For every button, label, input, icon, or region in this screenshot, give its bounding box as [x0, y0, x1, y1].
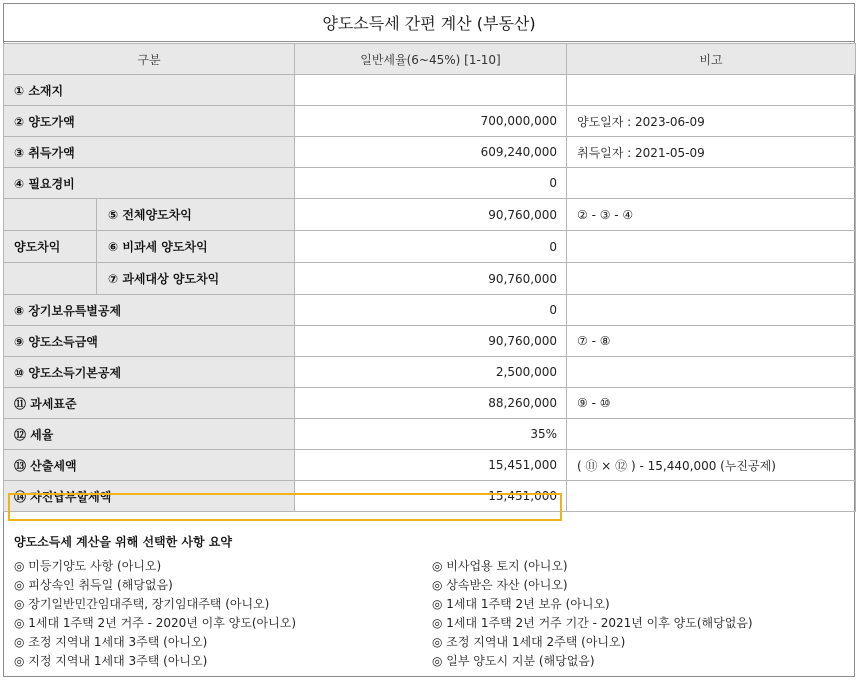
row-note	[567, 168, 856, 199]
row-note: ⑨ - ⑩	[567, 388, 856, 419]
row-note	[567, 357, 856, 388]
row-note	[567, 231, 856, 263]
summary-item: ◎ 피상속인 취득일 (해당없음)	[14, 578, 173, 592]
row-note: ② - ③ - ④	[567, 199, 856, 231]
summary-item: ◎ 비사업용 토지 (아니오)	[432, 559, 568, 573]
gain-group-cell	[4, 263, 295, 295]
table-row	[4, 357, 856, 388]
row-label: ② 양도가액	[4, 106, 295, 137]
row-note	[567, 481, 856, 512]
selection-summary	[14, 533, 854, 671]
page-title: 양도소득세 간편 계산 (부동산)	[4, 4, 854, 42]
summary-title: 양도소득세 계산을 위해 선택한 사항 요약	[14, 535, 232, 549]
table-row	[4, 326, 856, 357]
gain-group-label: 양도차익	[14, 240, 61, 254]
summary-item: ◎ 미등기양도 사항 (아니오)	[14, 559, 162, 573]
summary-item: ◎ 일부 양도시 지분 (해당없음)	[432, 654, 595, 668]
row-value: 15,451,000	[295, 481, 567, 512]
table-row	[4, 106, 856, 137]
summary-item: ◎ 1세대 1주택 2년 보유 (아니오)	[432, 597, 610, 611]
row-value: 700,000,000	[295, 106, 567, 137]
row-value: 0	[295, 168, 567, 199]
summary-item: ◎ 상속받은 자산 (아니오)	[432, 578, 568, 592]
table-row	[4, 137, 856, 168]
row-value: 0	[295, 231, 567, 263]
summary-item: ◎ 지정 지역내 1세대 3주택 (아니오)	[14, 654, 208, 668]
summary-item: ◎ 조정 지역내 1세대 2주택 (아니오)	[432, 635, 626, 649]
row-value: 2,500,000	[295, 357, 567, 388]
summary-item: ◎ 조정 지역내 1세대 3주택 (아니오)	[14, 635, 208, 649]
table-row	[4, 450, 856, 481]
table-row	[4, 295, 856, 326]
row-label: ⑥ 비과세 양도차익	[96, 231, 294, 262]
table-row	[4, 199, 856, 231]
gain-group-cell	[4, 231, 295, 263]
row-value: 35%	[295, 419, 567, 450]
table-row	[4, 75, 856, 106]
calculation-table	[3, 43, 856, 512]
row-value: 90,760,000	[295, 326, 567, 357]
table-header-row	[4, 44, 856, 75]
summary-item: ◎ 1세대 1주택 2년 거주 기간 - 2021년 이후 양도(해당없음)	[432, 616, 753, 630]
row-label: ⑦ 과세대상 양도차익	[96, 263, 294, 294]
header-category: 구분	[4, 44, 295, 75]
table-row-final-tax	[4, 481, 856, 512]
row-label: ⑪ 과세표준	[4, 388, 295, 419]
summary-item: ◎ 장기일반민간임대주택, 장기임대주택 (아니오)	[14, 597, 270, 611]
row-label: ⑬ 산출세액	[4, 450, 295, 481]
table-row	[4, 168, 856, 199]
table-row	[4, 231, 856, 263]
row-label: ⑧ 장기보유특별공제	[4, 295, 295, 326]
table-row	[4, 263, 856, 295]
row-note	[567, 295, 856, 326]
row-label: ⑨ 양도소득금액	[4, 326, 295, 357]
summary-item: ◎ 1세대 1주택 2년 거주 - 2020년 이후 양도(아니오)	[14, 616, 297, 630]
row-label: ⑭ 자진납부할세액	[4, 481, 295, 512]
row-note: ⑦ - ⑧	[567, 326, 856, 357]
row-value: 90,760,000	[295, 199, 567, 231]
row-label: ⑩ 양도소득기본공제	[4, 357, 295, 388]
table-row	[4, 419, 856, 450]
row-label: ③ 취득가액	[4, 137, 295, 168]
row-note: 취득일자 : 2021-05-09	[567, 137, 856, 168]
row-label: ① 소재지	[4, 75, 295, 106]
row-value: 0	[295, 295, 567, 326]
gain-group-cell	[4, 199, 295, 231]
row-value: 609,240,000	[295, 137, 567, 168]
row-value	[295, 75, 567, 106]
table-row	[4, 388, 856, 419]
row-note	[567, 75, 856, 106]
row-note	[567, 263, 856, 295]
row-label: ⑤ 전체양도차익	[96, 199, 294, 230]
row-label: ⑫ 세율	[4, 419, 295, 450]
row-note: 양도일자 : 2023-06-09	[567, 106, 856, 137]
row-value: 90,760,000	[295, 263, 567, 295]
header-remarks: 비고	[567, 44, 856, 75]
row-label: ④ 필요경비	[4, 168, 295, 199]
row-value: 88,260,000	[295, 388, 567, 419]
row-note: ( ⑪ × ⑫ ) - 15,440,000 (누진공제)	[567, 450, 856, 481]
header-general-rate: 일반세율(6~45%) [1-10]	[295, 44, 567, 75]
row-value: 15,451,000	[295, 450, 567, 481]
row-note	[567, 419, 856, 450]
